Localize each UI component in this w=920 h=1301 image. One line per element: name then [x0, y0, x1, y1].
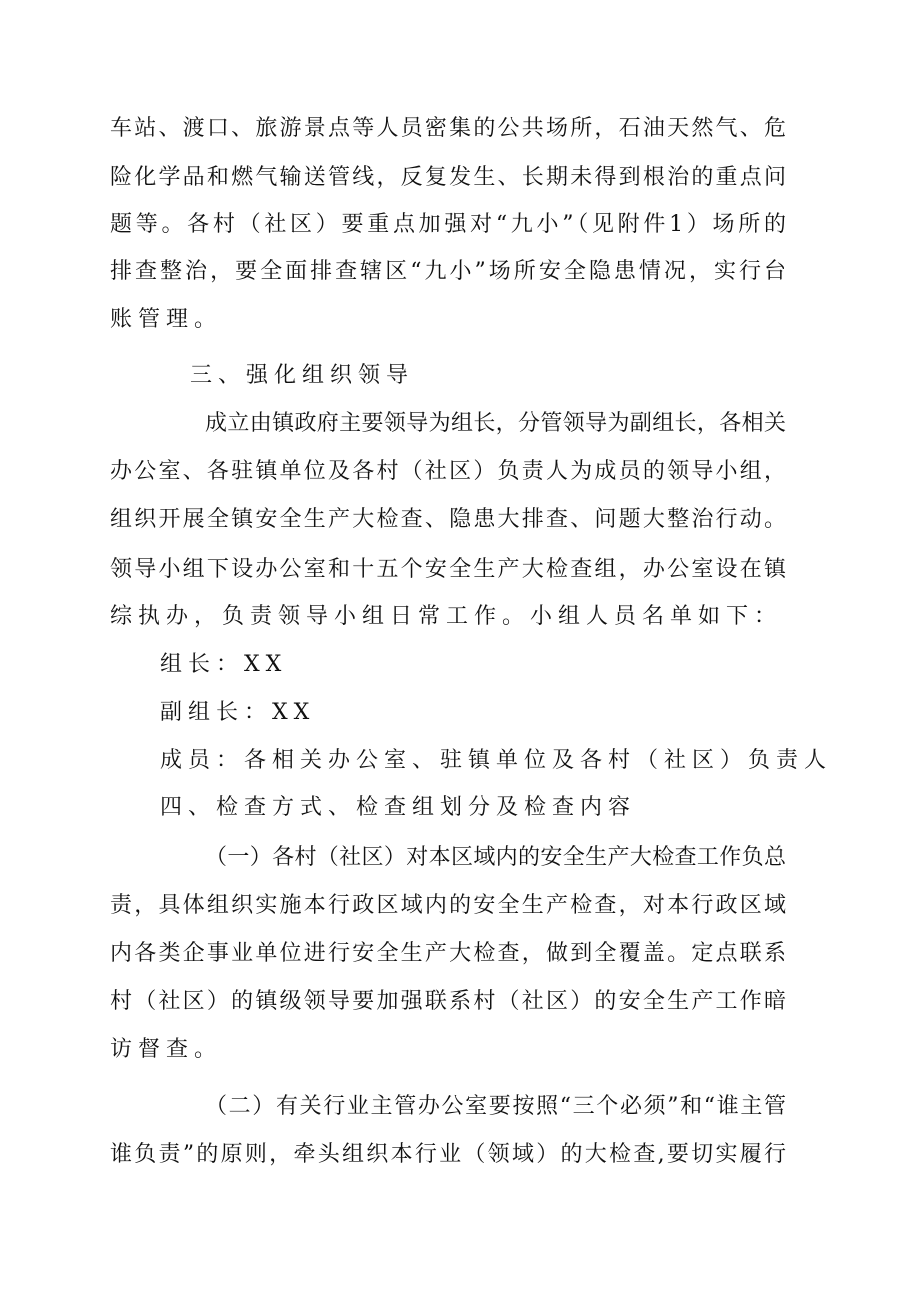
body-text-line: 排查整治，要全面排查辖区“九小”场所安全隐患情况，实行台 [110, 259, 786, 284]
body-text-line: 责，具体组织实施本行政区域内的安全生产检查，对本行政区域 [110, 893, 786, 918]
body-text-line: 险化学品和燃气输送管线，反复发生、长期未得到根治的重点问 [110, 165, 786, 190]
section-heading: 四、检查方式、检查组划分及检查内容 [160, 795, 637, 820]
body-text-line: 内各类企事业单位进行安全生产大检查，做到全覆盖。定点联系 [110, 941, 786, 966]
body-text-line: 综执办，负责领导小组日常工作。小组人员名单如下： [110, 604, 783, 629]
body-text-line: 账管理。 [110, 307, 223, 332]
deputy-leader-line: 副组长：XX [160, 700, 316, 725]
body-text-line: 访督查。 [110, 1037, 223, 1062]
body-text-line: 村（社区）的镇级领导要加强联系村（社区）的安全生产工作暗 [110, 989, 786, 1014]
body-text-line: 题等。各村（社区）要重点加强对“九小”（见附件1）场所的 [110, 212, 786, 237]
body-text-line: 谁负责”的原则，牵头组织本行业（领域）的大检查,要切实履行 [110, 1142, 786, 1167]
body-text-line: （一）各村（社区）对本区域内的安全生产大检查工作负总 [205, 845, 786, 870]
body-text-line: 组织开展全镇安全生产大检查、隐患大排查、问题大整治行动。 [110, 507, 786, 532]
body-text-line: 成立由镇政府主要领导为组长，分管领导为副组长，各相关 [205, 411, 786, 436]
body-text-line: （二）有关行业主管办公室要按照“三个必须”和“谁主管 [205, 1094, 786, 1119]
body-text-line: 办公室、各驻镇单位及各村（社区）负责人为成员的领导小组， [110, 459, 786, 484]
body-text-line: 领导小组下设办公室和十五个安全生产大检查组，办公室设在镇 [110, 557, 786, 582]
body-text-line: 车站、渡口、旅游景点等人员密集的公共场所，石油天然气、危 [110, 116, 786, 141]
section-heading: 三、强化组织领导 [190, 363, 415, 388]
members-line: 成员：各相关办公室、驻镇单位及各村（社区）负责人 [160, 748, 833, 773]
team-leader-line: 组长：XX [160, 652, 288, 677]
